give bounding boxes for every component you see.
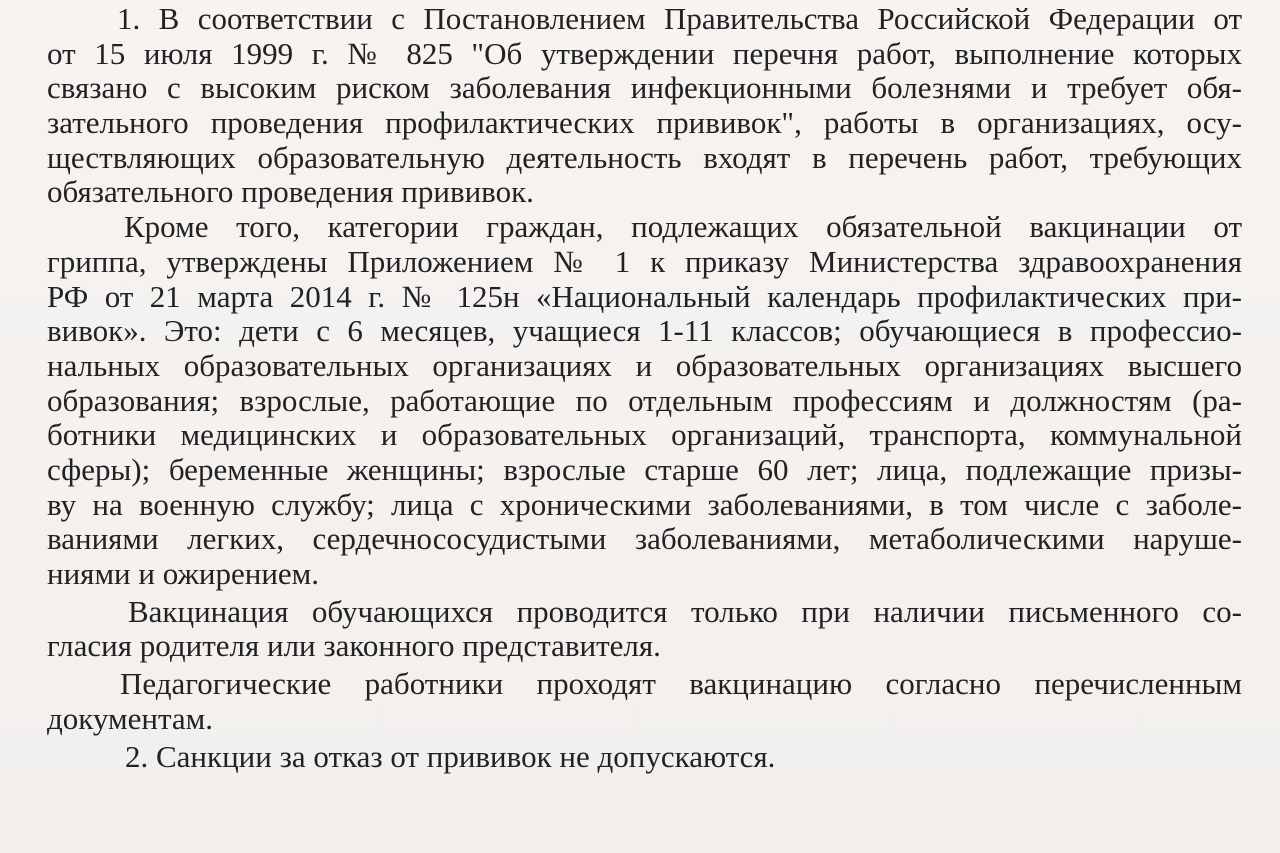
text-line: РФ от 21 марта 2014 г. № 125н «Национальный календарь профилактических при- [47, 278, 1242, 314]
text-line: ву на военную службу; лица с хроническими заболеваниями, в том числе с заболе- [47, 486, 1242, 522]
text-line: связано с высоким риском заболевания инфекционными болезнями и требует обя- [47, 70, 1242, 106]
text-line: образования; взрослые, работающие по отдельным профессиям и должностям (ра- [47, 382, 1242, 418]
text-line: 1. В соответствии с Постановлением Правительства Российской Федерации от [117, 1, 1242, 36]
text-line: ниями и ожирением. [47, 556, 320, 591]
paragraph-3 [47, 595, 1242, 664]
text-line: вивок». Это: дети с 6 месяцев, учащиеся 1-11 классов; обучающиеся в профессио- [47, 313, 1242, 349]
text-line: ществляющих образовательную деятельность входят в перечень работ, требующих [47, 139, 1242, 175]
text-line: гласия родителя или законного представителя. [47, 628, 661, 664]
text-line: нальных образовательных организациях и образовательных организациях высшего [47, 347, 1242, 383]
text-line: ботники медицинских и образовательных организаций, транспорта, коммунальной [47, 417, 1242, 453]
text-line: гриппа, утверждены Приложением № 1 к приказу Министерства здравоохранения [47, 243, 1242, 279]
section-2-paragraph [47, 740, 1242, 775]
text-line: 2. Санкции за отказ от прививок не допускаются. [125, 739, 776, 775]
text-line: документам. [47, 700, 214, 736]
text-line: от 15 июля 1999 г. № 825 "Об утверждении перечня работ, выполнение которых [47, 35, 1242, 71]
text-line: обязательного проведения прививок. [47, 174, 534, 210]
text-line: Вакцинация обучающихся проводится только при наличии письменного со- [128, 593, 1242, 629]
document-text [47, 2, 1242, 775]
paragraph-4 [47, 667, 1242, 736]
text-line: ваниями легких, сердечнососудистыми заболеваниями, метаболическими наруше- [47, 521, 1242, 557]
text-line: сферы); беременные женщины; взрослые старше 60 лет; лица, подлежащие призы- [47, 451, 1242, 487]
section-1-paragraph [47, 2, 1242, 210]
text-line: Кроме того, категории граждан, подлежащих обязательной вакцинации от [124, 209, 1242, 245]
paragraph-2 [47, 210, 1242, 592]
text-line: зательного проведения профилактических прививок", работы в организациях, осу- [47, 105, 1242, 141]
text-line: Педагогические работники проходят вакцинацию согласно перечисленным [120, 666, 1242, 702]
